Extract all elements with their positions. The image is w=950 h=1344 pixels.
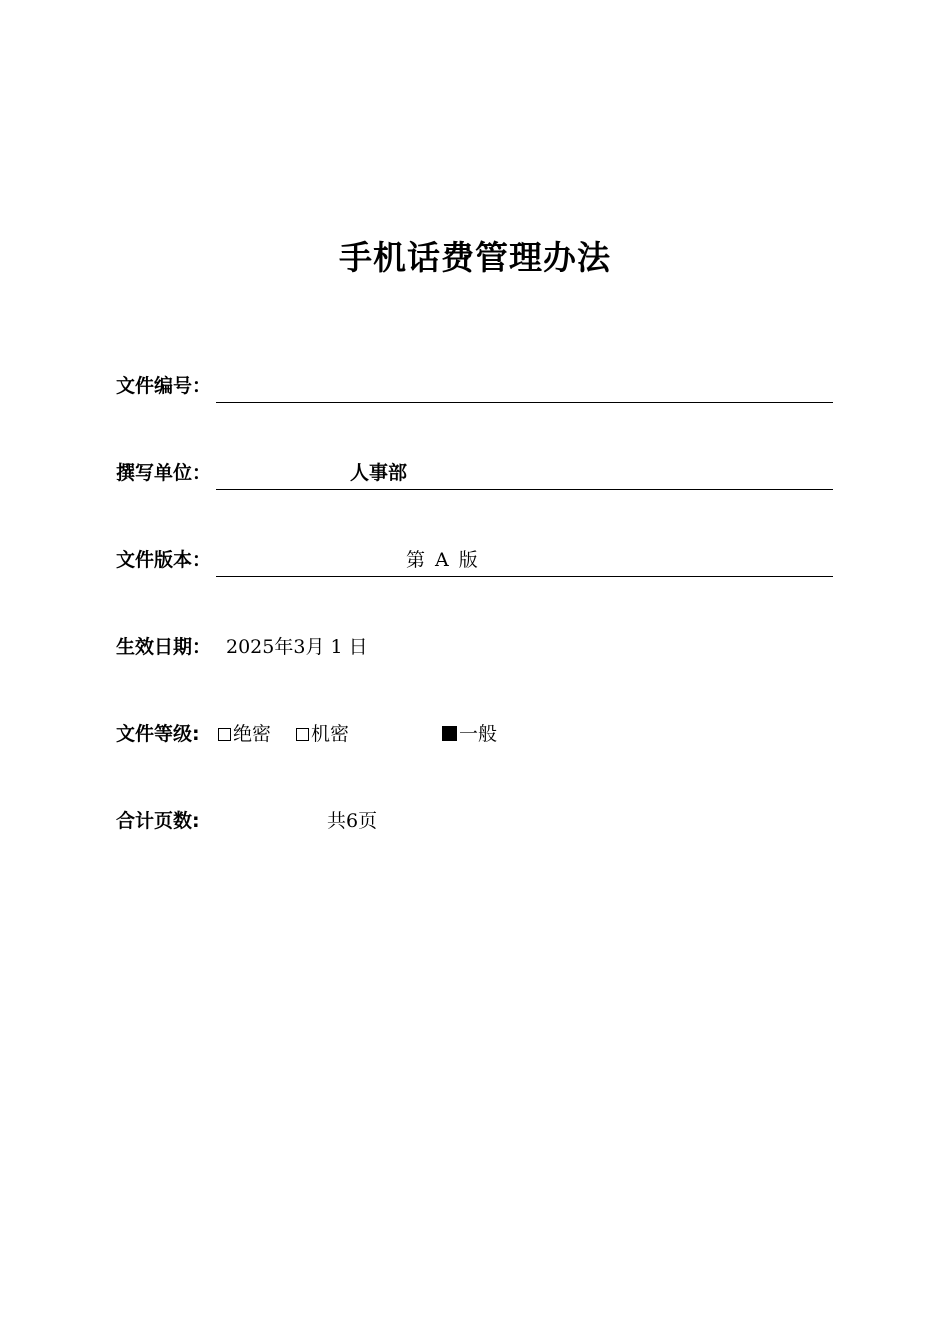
field-security-level	[116, 719, 836, 749]
document-title: 手机话费管理办法	[339, 238, 611, 277]
field-version	[116, 545, 836, 575]
file-number-label: 文件编号：	[116, 375, 212, 397]
effective-date-value: 2025年3月 1 日	[226, 636, 368, 658]
unchecked-box-icon	[296, 728, 309, 741]
security-option-top-secret[interactable]	[218, 719, 271, 749]
author-unit-underline	[216, 489, 833, 490]
field-author-unit	[116, 458, 836, 488]
security-option-label: 绝密	[233, 723, 272, 745]
security-option-label: 一般	[459, 723, 498, 745]
security-level-label: 文件等级:	[116, 723, 200, 745]
security-option-general[interactable]	[442, 719, 497, 749]
security-option-label: 机密	[311, 723, 350, 745]
unchecked-box-icon	[218, 728, 231, 741]
version-underline	[216, 576, 833, 577]
field-effective-date	[116, 632, 836, 662]
checked-box-icon	[442, 726, 457, 741]
total-pages-value: 共6页	[327, 810, 378, 832]
security-option-confidential[interactable]	[296, 719, 349, 749]
field-total-pages	[116, 806, 836, 836]
version-label: 文件版本：	[116, 549, 212, 571]
author-unit-value: 人事部	[350, 462, 408, 484]
author-unit-label: 撰写单位：	[116, 462, 212, 484]
effective-date-label: 生效日期：	[116, 636, 212, 658]
file-number-underline	[216, 402, 833, 403]
total-pages-label: 合计页数:	[116, 810, 200, 832]
field-file-number	[116, 371, 836, 401]
version-value: 第 A 版	[406, 549, 478, 571]
